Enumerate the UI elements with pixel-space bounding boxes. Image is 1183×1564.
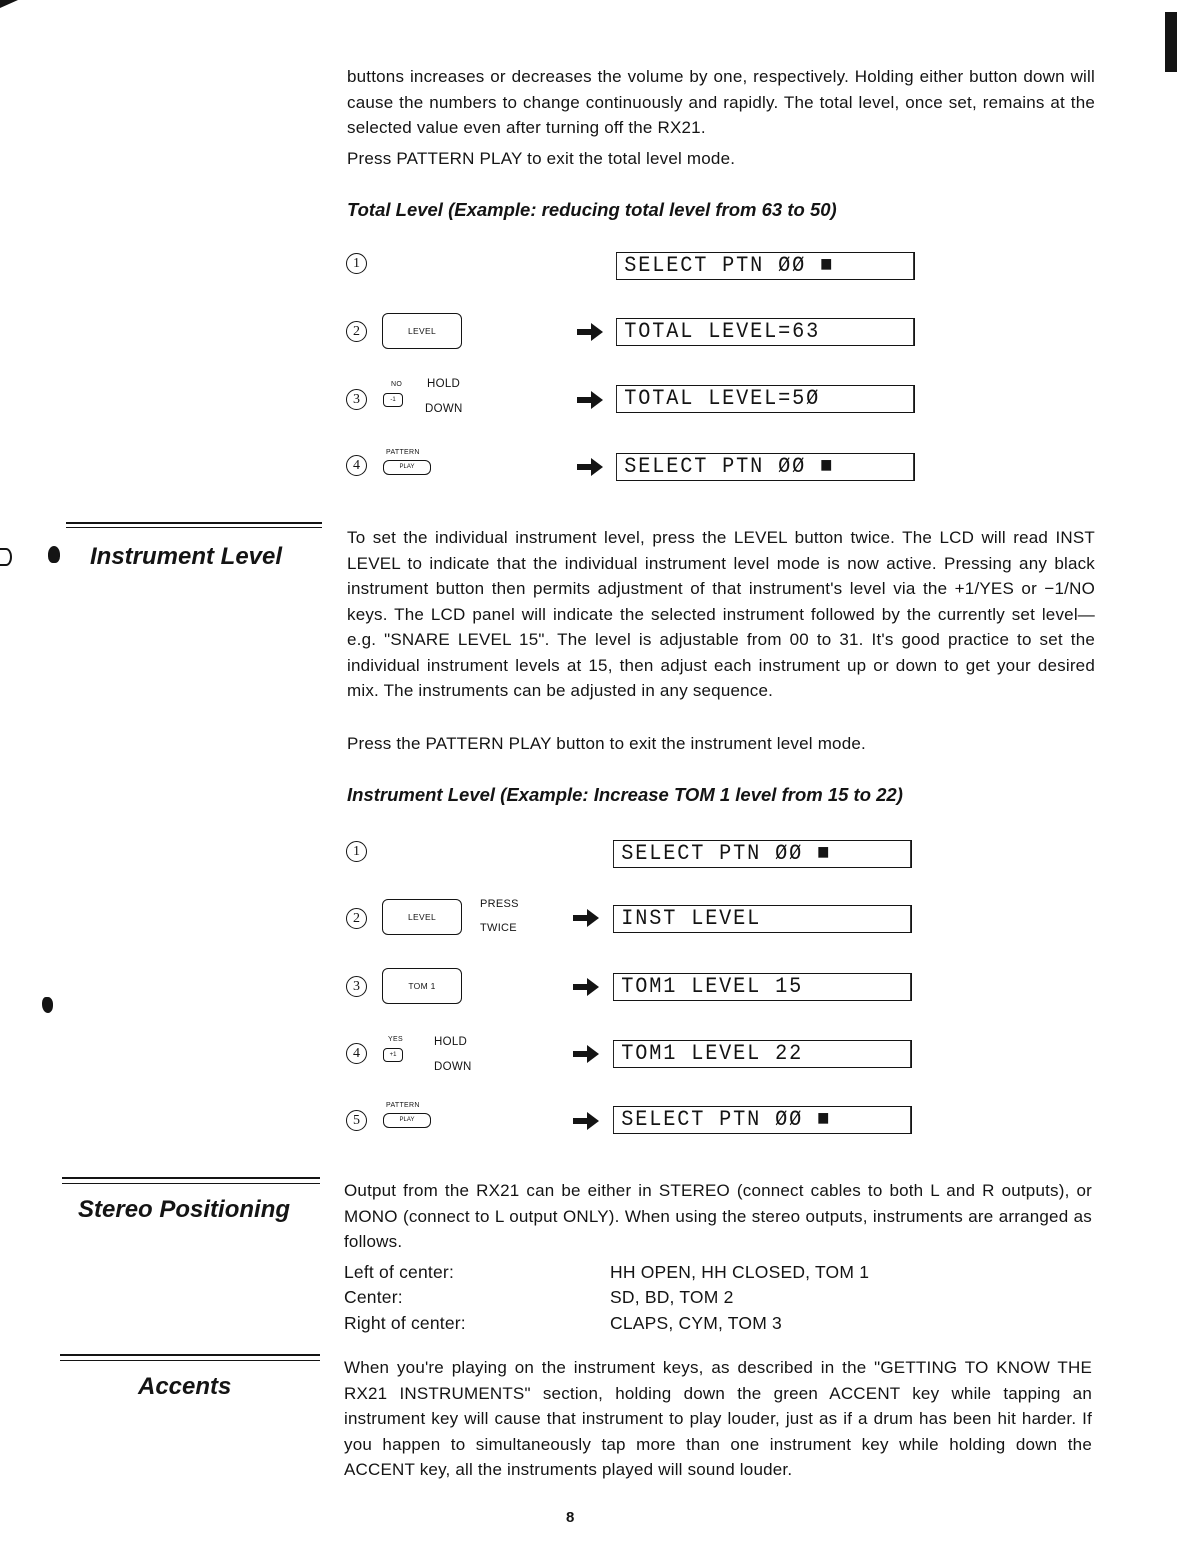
stereo-value: HH OPEN, HH CLOSED, TOM 1	[610, 1262, 870, 1282]
stereo-positioning-heading: Stereo Positioning	[78, 1196, 291, 1223]
key-caption: PATTERN	[386, 1102, 420, 1109]
edge-tab-mark	[1165, 12, 1177, 72]
step-number: 3	[346, 389, 367, 410]
margin-bullet-mark	[48, 546, 60, 563]
lcd-display: SELECT PTN ØØ ■	[613, 1106, 912, 1134]
instrument-level-heading: Instrument Level	[90, 543, 283, 570]
arrow-right-icon	[577, 323, 603, 341]
section-rule	[66, 522, 322, 524]
margin-bullet-mark	[42, 997, 53, 1013]
section-rule	[60, 1354, 320, 1356]
section-rule	[62, 1177, 320, 1179]
stereo-paragraph: Output from the RX21 can be either in STEREO (connect cables to both L and R outputs), or MONO (connect to L output ONLY). When using the stereo outputs, instruments are arranged as follows.	[344, 1181, 1092, 1251]
step-number: 4	[346, 455, 367, 476]
corner-mark	[0, 0, 18, 8]
arrow-right-icon	[577, 458, 603, 476]
page-number: 8	[566, 1509, 575, 1526]
stereo-value: CLAPS, CYM, TOM 3	[610, 1313, 782, 1333]
stereo-value: SD, BD, TOM 2	[610, 1287, 734, 1307]
hold-label: HOLD	[434, 1036, 468, 1048]
down-label: DOWN	[425, 403, 463, 415]
exit-total-level-text: Press PATTERN PLAY to exit the total level mode.	[347, 149, 736, 168]
lcd-display: SELECT PTN ØØ ■	[616, 453, 915, 481]
arrow-right-icon	[573, 1112, 599, 1130]
twice-label: TWICE	[480, 922, 517, 934]
step-number: 1	[346, 253, 367, 274]
key-caption: NO	[391, 381, 403, 388]
key-caption: YES	[388, 1036, 403, 1043]
down-label: DOWN	[434, 1061, 472, 1073]
accents-heading: Accents	[138, 1373, 232, 1400]
pattern-play-button: PLAY	[383, 1113, 431, 1128]
press-label: PRESS	[480, 898, 519, 910]
lcd-display: SELECT PTN ØØ ■	[616, 252, 915, 280]
step-number: 2	[346, 908, 367, 929]
section-rule	[60, 1360, 320, 1361]
key-caption: PATTERN	[386, 449, 420, 456]
arrow-right-icon	[573, 978, 599, 996]
section-rule	[62, 1183, 320, 1184]
step-number: 3	[346, 976, 367, 997]
level-button: LEVEL	[382, 313, 462, 349]
section-rule	[66, 527, 322, 528]
pattern-play-button: PLAY	[383, 460, 431, 475]
stereo-label: Left of center:	[344, 1262, 455, 1282]
step-number: 1	[346, 841, 367, 862]
minus-one-no-key: -1	[383, 393, 403, 407]
exit-instrument-level-text: Press the PATTERN PLAY button to exit the instrument level mode.	[347, 734, 866, 753]
lcd-display: SELECT PTN ØØ ■	[613, 840, 912, 868]
margin-bullet-mark	[0, 548, 12, 566]
accents-paragraph: When you're playing on the instrument keys, as described in the "GETTING TO KNOW THE RX21 INSTRUMENTS" section, holding down the green ACCENT key while tapping an instrument key will cause that instrument to play louder, just as if a drum has been hit harder. If you happen to simultaneously tap more than one instrument key while holding down the ACCENT key, all the instruments played will sound louder.	[344, 1358, 1092, 1479]
instrument-level-example-title: Instrument Level (Example: Increase TOM 1 level from 15 to 22)	[347, 784, 903, 805]
intro-paragraph: buttons increases or decreases the volume by one, respectively. Holding either button down will cause the numbers to change continuously and rapidly. The total level, once set, remains at the selected value even after turning off the RX21.	[347, 67, 1095, 137]
lcd-display: INST LEVEL	[613, 905, 912, 933]
lcd-display: TOTAL LEVEL=63	[616, 318, 915, 346]
step-number: 4	[346, 1043, 367, 1064]
arrow-right-icon	[573, 909, 599, 927]
arrow-right-icon	[573, 1045, 599, 1063]
hold-label: HOLD	[427, 378, 461, 390]
arrow-right-icon	[577, 391, 603, 409]
plus-one-yes-key: +1	[383, 1048, 403, 1062]
step-number: 5	[346, 1110, 367, 1131]
tom1-button: TOM 1	[382, 968, 462, 1004]
instrument-level-paragraph: To set the individual instrument level, press the LEVEL button twice. The LCD will read INST LEVEL to indicate that the individual instrument level mode is now active. Pressing any black instrument button then permits adjustment of that instrument's level via the +1/YES or −1/NO keys. The LCD panel will indicate the selected instrument followed by the currently set level—e.g. "SNARE LEVEL 15". The level is adjustable from 00 to 31. It's good practice to set the individual instrument levels at 15, then adjust each instrument up or down to get your desired mix. The instruments can be adjusted in any sequence.	[347, 528, 1095, 700]
stereo-label: Center:	[344, 1287, 403, 1307]
lcd-display: TOM1 LEVEL 22	[613, 1040, 912, 1068]
lcd-display: TOM1 LEVEL 15	[613, 973, 912, 1001]
lcd-display: TOTAL LEVEL=5Ø	[616, 385, 915, 413]
total-level-example-title: Total Level (Example: reducing total level from 63 to 50)	[347, 199, 837, 220]
step-number: 2	[346, 321, 367, 342]
level-button: LEVEL	[382, 899, 462, 935]
stereo-label: Right of center:	[344, 1313, 466, 1333]
